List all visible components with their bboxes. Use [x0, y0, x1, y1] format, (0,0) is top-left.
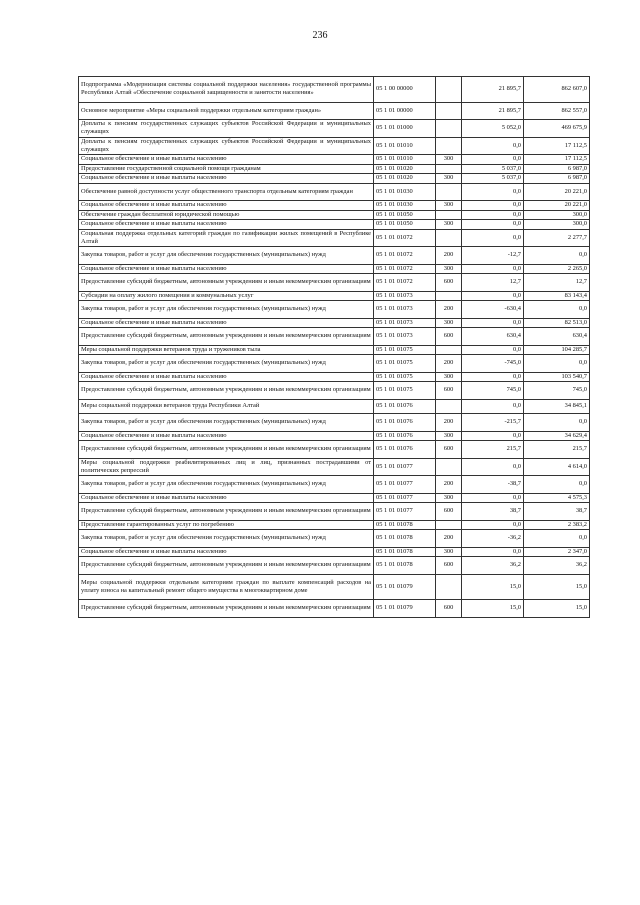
table-row — [79, 557, 590, 575]
row-total-cell: 745,0 — [524, 382, 590, 400]
row-total-cell: 38,7 — [524, 503, 590, 521]
row-change-cell: 5 052,0 — [462, 120, 524, 138]
row-name-cell: Меры социальной поддержки ветеранов труда и тружеников тыла — [79, 345, 374, 355]
row-change-cell: 0,0 — [462, 229, 524, 247]
row-vr-cell — [436, 137, 462, 155]
row-vr-cell: 300 — [436, 155, 462, 165]
row-vr-cell: 200 — [436, 247, 462, 265]
row-code-cell: 05 1 01 01077 — [374, 458, 436, 476]
table-row — [79, 530, 590, 548]
row-name-cell: Социальное обеспечение и иные выплаты населению — [79, 431, 374, 441]
table-row — [79, 547, 590, 557]
row-code-cell: 05 1 01 01076 — [374, 399, 436, 414]
row-change-cell: 0,0 — [462, 372, 524, 382]
row-total-cell: 0,0 — [524, 301, 590, 319]
row-code-cell: 05 1 01 01072 — [374, 247, 436, 265]
row-change-cell: 36,2 — [462, 557, 524, 575]
row-code-cell: 05 1 01 01010 — [374, 155, 436, 165]
row-vr-cell: 600 — [436, 382, 462, 400]
row-change-cell: 5 037,0 — [462, 174, 524, 184]
row-name-cell: Подпрограмма «Модернизация системы социальной поддержки населения» государственной программы Республики Алтай «Обеспечение социальной защищенности и занятости населения» — [79, 77, 374, 103]
row-total-cell: 0,0 — [524, 247, 590, 265]
row-name-cell: Закупка товаров, работ и услуг для обеспечения государственных (муниципальных) нужд — [79, 476, 374, 494]
table-row — [79, 155, 590, 165]
row-total-cell: 17 112,5 — [524, 137, 590, 155]
row-total-cell: 34 845,1 — [524, 399, 590, 414]
row-total-cell: 6 987,0 — [524, 164, 590, 174]
row-vr-cell: 200 — [436, 301, 462, 319]
row-code-cell: 05 1 01 01078 — [374, 557, 436, 575]
row-change-cell: 0,0 — [462, 431, 524, 441]
row-change-cell: 0,0 — [462, 399, 524, 414]
row-name-cell: Предоставление государственной социальной помощи гражданам — [79, 164, 374, 174]
row-code-cell: 05 1 01 01077 — [374, 476, 436, 494]
row-total-cell: 2 383,2 — [524, 520, 590, 530]
row-change-cell: 15,0 — [462, 600, 524, 618]
row-name-cell: Меры социальной поддержки отдельным категориям граждан по выплате компенсаций расходов на уплату взноса на капитальный ремонт общего имущества в многоквартирном доме — [79, 574, 374, 600]
row-code-cell: 05 1 01 01072 — [374, 264, 436, 274]
row-total-cell: 103 540,7 — [524, 372, 590, 382]
row-code-cell: 05 1 01 01077 — [374, 503, 436, 521]
table-row — [79, 120, 590, 138]
row-name-cell: Социальное обеспечение и иные выплаты населению — [79, 201, 374, 211]
row-vr-cell — [436, 345, 462, 355]
row-vr-cell: 300 — [436, 372, 462, 382]
row-total-cell: 20 221,0 — [524, 201, 590, 211]
row-name-cell: Социальное обеспечение и иные выплаты населению — [79, 493, 374, 503]
row-name-cell: Предоставление субсидий бюджетным, автономным учреждениям и иным некоммерческим организациям — [79, 441, 374, 459]
table-row — [79, 174, 590, 184]
table-row — [79, 355, 590, 373]
row-change-cell: 0,0 — [462, 264, 524, 274]
row-vr-cell — [436, 164, 462, 174]
row-code-cell: 05 1 01 01073 — [374, 301, 436, 319]
row-change-cell: 12,7 — [462, 274, 524, 292]
row-change-cell: 0,0 — [462, 520, 524, 530]
row-total-cell: 0,0 — [524, 414, 590, 432]
row-name-cell: Меры социальной поддержки ветеранов труда Республики Алтай — [79, 399, 374, 414]
budget-table — [78, 76, 590, 618]
row-code-cell: 05 1 01 01077 — [374, 493, 436, 503]
row-change-cell: 0,0 — [462, 220, 524, 230]
row-name-cell: Предоставление субсидий бюджетным, автономным учреждениям и иным некоммерческим организациям — [79, 557, 374, 575]
row-name-cell: Социальная поддержка отдельных категорий граждан по газификации жилых помещений в Республике Алтай — [79, 229, 374, 247]
row-vr-cell: 600 — [436, 274, 462, 292]
row-change-cell: -36,2 — [462, 530, 524, 548]
row-vr-cell: 300 — [436, 174, 462, 184]
row-total-cell: 0,0 — [524, 530, 590, 548]
row-change-cell: 21 895,7 — [462, 102, 524, 120]
row-total-cell: 15,0 — [524, 600, 590, 618]
row-code-cell: 05 1 00 00000 — [374, 77, 436, 103]
row-change-cell: 5 037,0 — [462, 164, 524, 174]
row-code-cell: 05 1 01 01020 — [374, 174, 436, 184]
row-name-cell: Закупка товаров, работ и услуг для обеспечения государственных (муниципальных) нужд — [79, 247, 374, 265]
row-change-cell: 0,0 — [462, 458, 524, 476]
row-code-cell: 05 1 01 01078 — [374, 530, 436, 548]
row-vr-cell — [436, 291, 462, 301]
row-code-cell: 05 1 01 01073 — [374, 318, 436, 328]
row-total-cell: 215,7 — [524, 441, 590, 459]
table-row — [79, 102, 590, 120]
row-change-cell: 0,0 — [462, 183, 524, 201]
row-vr-cell: 200 — [436, 530, 462, 548]
row-name-cell: Субсидии на оплату жилого помещения и коммунальных услуг — [79, 291, 374, 301]
row-code-cell: 05 1 01 01075 — [374, 345, 436, 355]
row-code-cell: 05 1 01 01073 — [374, 328, 436, 346]
table-row — [79, 220, 590, 230]
row-name-cell: Социальное обеспечение и иные выплаты населению — [79, 372, 374, 382]
row-change-cell: -630,4 — [462, 301, 524, 319]
row-code-cell: 05 1 01 01020 — [374, 164, 436, 174]
row-change-cell: 630,4 — [462, 328, 524, 346]
row-name-cell: Доплаты к пенсиям государственных служащих субъектов Российской Федерации и муниципальных служащих — [79, 137, 374, 155]
row-change-cell: 745,0 — [462, 382, 524, 400]
row-total-cell: 6 987,0 — [524, 174, 590, 184]
budget-table-body — [79, 77, 590, 618]
row-change-cell: 0,0 — [462, 318, 524, 328]
row-change-cell: -215,7 — [462, 414, 524, 432]
row-change-cell: -12,7 — [462, 247, 524, 265]
row-name-cell: Предоставление гарантированных услуг по погребению — [79, 520, 374, 530]
row-vr-cell — [436, 210, 462, 220]
row-change-cell: -38,7 — [462, 476, 524, 494]
row-code-cell: 05 1 01 01078 — [374, 520, 436, 530]
table-row — [79, 382, 590, 400]
table-row — [79, 476, 590, 494]
row-total-cell: 2 347,0 — [524, 547, 590, 557]
table-row — [79, 414, 590, 432]
table-row — [79, 318, 590, 328]
row-name-cell: Закупка товаров, работ и услуг для обеспечения государственных (муниципальных) нужд — [79, 355, 374, 373]
table-row — [79, 372, 590, 382]
table-row — [79, 264, 590, 274]
row-vr-cell: 300 — [436, 431, 462, 441]
row-vr-cell: 600 — [436, 328, 462, 346]
row-name-cell: Предоставление субсидий бюджетным, автономным учреждениям и иным некоммерческим организациям — [79, 328, 374, 346]
row-total-cell: 300,0 — [524, 210, 590, 220]
table-row — [79, 520, 590, 530]
table-row — [79, 600, 590, 618]
table-row — [79, 399, 590, 414]
row-vr-cell — [436, 120, 462, 138]
row-vr-cell: 600 — [436, 503, 462, 521]
row-change-cell: 0,0 — [462, 210, 524, 220]
row-code-cell: 05 1 01 01078 — [374, 547, 436, 557]
row-code-cell: 05 1 01 01010 — [374, 137, 436, 155]
row-vr-cell: 600 — [436, 441, 462, 459]
row-name-cell: Социальное обеспечение и иные выплаты населению — [79, 220, 374, 230]
row-change-cell: 0,0 — [462, 201, 524, 211]
row-vr-cell: 600 — [436, 557, 462, 575]
row-name-cell: Обеспечение граждан бесплатной юридической помощью — [79, 210, 374, 220]
table-row — [79, 441, 590, 459]
row-name-cell: Основное мероприятие «Меры социальной поддержки отдельным категориям граждан» — [79, 102, 374, 120]
row-vr-cell: 200 — [436, 476, 462, 494]
table-row — [79, 574, 590, 600]
row-code-cell: 05 1 01 01079 — [374, 600, 436, 618]
table-row — [79, 291, 590, 301]
row-total-cell: 34 629,4 — [524, 431, 590, 441]
row-total-cell: 2 277,7 — [524, 229, 590, 247]
row-vr-cell: 200 — [436, 355, 462, 373]
table-row — [79, 503, 590, 521]
row-name-cell: Закупка товаров, работ и услуг для обеспечения государственных (муниципальных) нужд — [79, 414, 374, 432]
row-total-cell: 2 265,0 — [524, 264, 590, 274]
row-vr-cell: 300 — [436, 493, 462, 503]
row-change-cell: 0,0 — [462, 155, 524, 165]
row-vr-cell: 300 — [436, 264, 462, 274]
row-code-cell: 05 1 01 01030 — [374, 201, 436, 211]
row-change-cell: 0,0 — [462, 493, 524, 503]
row-vr-cell — [436, 520, 462, 530]
row-change-cell: 215,7 — [462, 441, 524, 459]
table-row — [79, 137, 590, 155]
row-change-cell: 21 895,7 — [462, 77, 524, 103]
row-vr-cell — [436, 183, 462, 201]
row-name-cell: Предоставление субсидий бюджетным, автономным учреждениям и иным некоммерческим организациям — [79, 600, 374, 618]
row-code-cell: 05 1 01 01076 — [374, 414, 436, 432]
row-name-cell: Закупка товаров, работ и услуг для обеспечения государственных (муниципальных) нужд — [79, 301, 374, 319]
table-row — [79, 183, 590, 201]
row-code-cell: 05 1 01 01000 — [374, 120, 436, 138]
row-name-cell: Закупка товаров, работ и услуг для обеспечения государственных (муниципальных) нужд — [79, 530, 374, 548]
row-code-cell: 05 1 01 01076 — [374, 431, 436, 441]
row-code-cell: 05 1 01 01072 — [374, 274, 436, 292]
row-code-cell: 05 1 01 01030 — [374, 183, 436, 201]
row-code-cell: 05 1 01 01073 — [374, 291, 436, 301]
table-row — [79, 229, 590, 247]
table-row — [79, 210, 590, 220]
row-total-cell: 300,0 — [524, 220, 590, 230]
row-code-cell: 05 1 01 01075 — [374, 372, 436, 382]
table-row — [79, 328, 590, 346]
table-row — [79, 274, 590, 292]
table-row — [79, 77, 590, 103]
row-code-cell: 05 1 01 00000 — [374, 102, 436, 120]
row-code-cell: 05 1 01 01072 — [374, 229, 436, 247]
row-name-cell: Предоставление субсидий бюджетным, автономным учреждениям и иным некоммерческим организациям — [79, 274, 374, 292]
row-change-cell: 0,0 — [462, 547, 524, 557]
row-vr-cell — [436, 399, 462, 414]
table-row — [79, 493, 590, 503]
row-change-cell: 0,0 — [462, 345, 524, 355]
row-total-cell: 862 557,0 — [524, 102, 590, 120]
row-total-cell: 0,0 — [524, 476, 590, 494]
row-change-cell: 0,0 — [462, 137, 524, 155]
row-code-cell: 05 1 01 01050 — [374, 210, 436, 220]
table-row — [79, 247, 590, 265]
row-vr-cell — [436, 102, 462, 120]
table-row — [79, 458, 590, 476]
row-name-cell: Предоставление субсидий бюджетным, автономным учреждениям и иным некоммерческим организациям — [79, 503, 374, 521]
page-number: 236 — [312, 30, 328, 41]
row-code-cell: 05 1 01 01079 — [374, 574, 436, 600]
table-row — [79, 201, 590, 211]
row-vr-cell: 300 — [436, 201, 462, 211]
row-code-cell: 05 1 01 01075 — [374, 382, 436, 400]
row-total-cell: 36,2 — [524, 557, 590, 575]
row-vr-cell — [436, 458, 462, 476]
row-total-cell: 0,0 — [524, 355, 590, 373]
row-name-cell: Предоставление субсидий бюджетным, автономным учреждениям и иным некоммерческим организациям — [79, 382, 374, 400]
row-change-cell: 38,7 — [462, 503, 524, 521]
row-name-cell: Социальное обеспечение и иные выплаты населению — [79, 264, 374, 274]
row-total-cell: 17 112,5 — [524, 155, 590, 165]
row-code-cell: 05 1 01 01050 — [374, 220, 436, 230]
row-name-cell: Меры социальной поддержки реабилитированных лиц и лиц, признанных пострадавшими от политических репрессий — [79, 458, 374, 476]
row-total-cell: 15,0 — [524, 574, 590, 600]
row-total-cell: 630,4 — [524, 328, 590, 346]
row-code-cell: 05 1 01 01076 — [374, 441, 436, 459]
row-name-cell: Доплаты к пенсиям государственных служащих субъектов Российской Федерации и муниципальных служащих — [79, 120, 374, 138]
row-total-cell: 12,7 — [524, 274, 590, 292]
row-change-cell: -745,0 — [462, 355, 524, 373]
table-row — [79, 301, 590, 319]
row-name-cell: Социальное обеспечение и иные выплаты населению — [79, 318, 374, 328]
row-change-cell: 0,0 — [462, 291, 524, 301]
row-total-cell: 104 285,7 — [524, 345, 590, 355]
row-name-cell: Социальное обеспечение и иные выплаты населению — [79, 155, 374, 165]
table-row — [79, 345, 590, 355]
row-vr-cell: 300 — [436, 318, 462, 328]
row-vr-cell: 600 — [436, 600, 462, 618]
row-code-cell: 05 1 01 01075 — [374, 355, 436, 373]
row-total-cell: 20 221,0 — [524, 183, 590, 201]
table-row — [79, 164, 590, 174]
row-name-cell: Обеспечение равной доступности услуг общественного транспорта отдельным категориям граждан — [79, 183, 374, 201]
row-total-cell: 4 575,3 — [524, 493, 590, 503]
row-vr-cell: 200 — [436, 414, 462, 432]
row-vr-cell — [436, 77, 462, 103]
row-total-cell: 469 675,9 — [524, 120, 590, 138]
row-vr-cell — [436, 574, 462, 600]
row-vr-cell: 300 — [436, 220, 462, 230]
row-total-cell: 83 143,4 — [524, 291, 590, 301]
row-total-cell: 4 614,0 — [524, 458, 590, 476]
row-total-cell: 862 607,0 — [524, 77, 590, 103]
row-total-cell: 82 513,0 — [524, 318, 590, 328]
row-vr-cell: 300 — [436, 547, 462, 557]
row-name-cell: Социальное обеспечение и иные выплаты населению — [79, 174, 374, 184]
row-change-cell: 15,0 — [462, 574, 524, 600]
table-row — [79, 431, 590, 441]
row-vr-cell — [436, 229, 462, 247]
row-name-cell: Социальное обеспечение и иные выплаты населению — [79, 547, 374, 557]
